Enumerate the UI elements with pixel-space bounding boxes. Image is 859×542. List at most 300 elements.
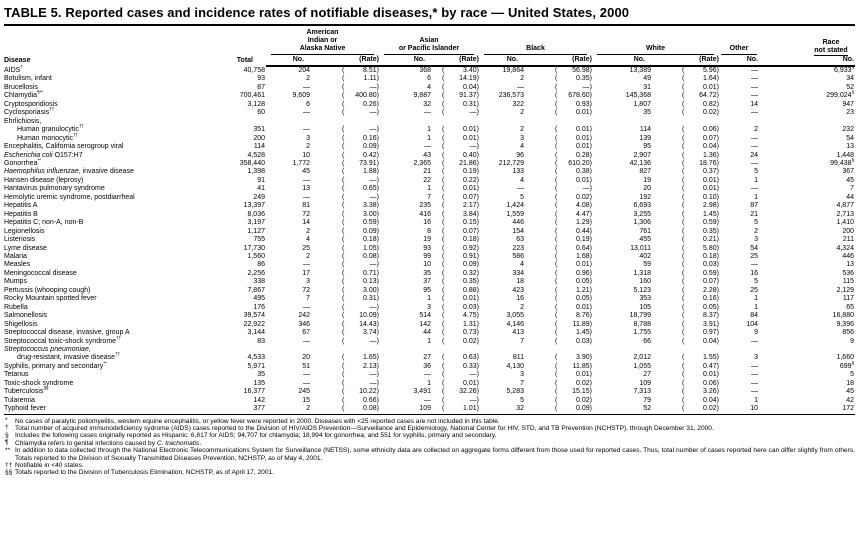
value-cell [432,346,479,354]
disease-cell: Human monocytic†† [17,133,78,142]
table-row [4,211,855,219]
value-cell: — [303,379,310,387]
value-cell: 1 [427,337,431,345]
value-cell: 7 [850,185,854,193]
col-header-ai-no: No. [266,55,311,66]
value-cell: — [303,176,310,184]
value-cell: ( —) [555,185,592,193]
value-cell: — [751,261,758,269]
value-cell: 21 [423,168,431,176]
value-cell: 3,491 [413,388,431,396]
value-cell: 96 [516,151,524,159]
value-cell: 204 [298,67,310,74]
value-cell: 14 [750,100,758,108]
value-cell: 9 [754,329,758,337]
value-cell: ( 3.74) [342,329,379,337]
value-cell: 1,127 [247,227,265,235]
value-cell: 22,922 [243,320,265,328]
value-cell: ( 0.40) [442,151,479,159]
value-cell: 83 [257,337,265,345]
value-cell: 20 [302,354,310,362]
value-cell: 18,799 [629,312,651,320]
value-cell: ( 0.59) [682,269,719,277]
value-cell: 1,559 [506,210,524,218]
value-cell [379,118,432,126]
value-cell: 1 [754,396,758,404]
value-cell: 3,255 [633,210,651,218]
value-cell: ( 0.01) [442,379,479,387]
value-cell: ( 3.84) [442,210,479,218]
footnote: ¶ Chlamydia refers to genital infections caused by C. trachomatis. [5,439,202,447]
value-cell: 7 [306,295,310,303]
value-cell: — [751,379,758,387]
value-cell: ( 0.92) [442,244,479,252]
disease-cell: Human granulocytic†† [17,124,84,134]
value-cell: 1 [427,126,431,134]
col-group-other: Other [719,29,759,55]
value-cell: 416 [419,210,431,218]
value-cell: 59 [643,261,651,269]
value-cell: 3,144 [247,329,265,337]
value-cell [759,118,855,126]
value-cell: 4 [427,83,431,91]
disease-cell: Rocky Mountain spotted fever [4,295,97,303]
value-cell: — [303,303,310,311]
table-row [4,143,855,151]
value-cell: 115 [842,278,854,286]
value-cell: 23 [846,109,854,117]
value-cell: 192 [639,193,651,201]
value-cell: ( 0.06) [682,379,719,387]
value-cell: 9 [850,337,854,345]
value-cell: 42,136 [629,159,651,167]
col-header-white-no: No. [592,55,652,66]
value-cell: 1,755 [633,329,651,337]
value-cell: 353 [639,295,651,303]
value-cell: ( 0.21) [682,236,719,244]
disease-cell: Hepatitis C; non-A, non-B [4,219,84,227]
value-cell [479,346,525,354]
value-cell: 2 [520,126,524,134]
value-cell: 211 [842,236,854,244]
disease-cell: Toxic-shock syndrome [4,379,74,387]
value-cell: ( 0.03) [555,337,592,345]
value-cell: ( 1.01) [432,405,479,414]
value-cell: 36 [423,362,431,370]
value-cell: ( 0.01) [555,176,592,184]
value-cell [233,346,266,354]
table-row [4,109,855,117]
table-row [4,194,855,202]
value-cell: 37 [423,278,431,286]
disease-cell: Escherichia coli O157:H7 [4,151,83,159]
disease-cell: Malaria [4,252,27,260]
value-cell: 5,283 [506,388,524,396]
value-cell: 5 [850,371,854,379]
value-cell: — [303,109,310,117]
value-cell: 2,907 [633,151,651,159]
value-cell: ( 10.22) [342,388,379,396]
value-cell: ( 0.59) [682,219,719,227]
value-cell: 99,438§ [830,158,854,167]
value-cell: — [751,67,758,74]
table-body [4,66,855,414]
value-cell: ( 0.63) [442,354,479,362]
table-row [4,405,855,414]
value-cell: 86 [257,261,265,269]
value-cell: ( 0.01) [682,176,719,184]
value-cell: 3 [306,134,310,142]
value-cell: 699§ [839,361,854,370]
table-row [4,397,855,405]
value-cell: ( 0.01) [442,134,479,142]
disease-cell: Syphilis, primary and secondary** [4,361,107,370]
value-cell: 2 [266,405,311,414]
value-cell: 5,971 [247,362,265,370]
value-cell: ( 0.71) [342,269,379,277]
table-row [4,295,855,303]
disease-cell: Rubella [4,303,28,311]
value-cell: 31 [643,83,651,91]
value-cell: ( —) [342,83,379,91]
value-cell: ( 2.13) [342,362,379,370]
table-row [4,160,855,168]
table-row [4,126,855,134]
value-cell: 142 [253,396,265,404]
value-cell: 235 [419,202,431,210]
value-cell: ( 0.33) [442,362,479,370]
value-cell: 60 [257,109,265,117]
value-cell: 322 [512,100,524,108]
value-cell: — [751,371,758,379]
value-cell: 4,324 [836,244,854,252]
value-cell: 1 [427,379,431,387]
col-group-race-not-stated: Race not stated [814,39,848,54]
value-cell [759,346,855,354]
value-cell [652,118,719,126]
value-cell: ( 0.22) [442,176,479,184]
value-cell: 536 [842,269,854,277]
value-cell: ( 1.05) [342,244,379,252]
value-cell: 24 [750,151,758,159]
col-header-disease: Disease [4,57,31,64]
value-cell: ( —) [342,109,379,117]
disease-cell: Streptococcal disease, invasive, group A [4,329,130,337]
value-cell: 22 [423,176,431,184]
value-cell: 367 [842,168,854,176]
table-row [4,228,855,236]
value-cell: ( 1.45) [555,329,592,337]
value-cell: ( 0.01) [442,185,479,193]
value-cell: 63 [516,236,524,244]
value-cell: 32 [479,405,525,414]
value-cell: 2 [306,227,310,235]
value-cell: ( 0.02) [652,405,719,414]
value-cell: ( 0.09) [442,261,479,269]
value-cell: 200 [842,227,854,235]
value-cell [592,118,652,126]
value-cell: 827 [639,168,651,176]
disease-cell: Encephalitis, California serogroup viral [4,143,124,151]
value-cell: 346 [298,320,310,328]
value-cell: 79 [643,396,651,404]
value-cell [592,346,652,354]
disease-cell: Listeriosis [4,236,36,244]
value-cell: ( 0.64) [555,244,592,252]
value-cell: ( 0.88) [442,286,479,294]
value-cell: ( 15.15) [555,388,592,396]
table-row [4,236,855,244]
value-cell: 7 [520,337,524,345]
value-cell: 1 [754,295,758,303]
value-cell: ( 2.17) [442,202,479,210]
value-cell: 402 [639,252,651,260]
col-group-asian-pacific-islander: Asian or Pacific Islander [379,29,479,55]
value-cell: 43 [423,151,431,159]
value-cell: 51 [302,362,310,370]
value-cell: 3 [754,236,758,244]
table-row [4,261,855,269]
value-cell: — [751,159,758,167]
value-cell: ( 0.09) [525,405,592,414]
value-cell: ( 0.59) [342,219,379,227]
value-cell: 2 [306,75,310,83]
value-cell: ( 0.01) [442,295,479,303]
table-header [4,29,855,66]
value-cell: 2,012 [633,354,651,362]
disease-cell: Hepatitis B [4,210,38,218]
value-cell: ( 0.47) [682,362,719,370]
disease-cell: Chlamydia¶** [4,91,43,100]
value-cell: ( 18.76) [682,159,719,167]
value-cell: 9,396 [836,320,854,328]
footnote: § Includes the following cases originally reported as Hispanic: 6,817 for AIDS; 94,707 for chlamydia; 18,994 for gonorrhea; and 551 for syphilis, primary and secondary. [5,431,497,440]
value-cell: 4,130 [506,362,524,370]
value-cell: 5 [754,278,758,286]
value-cell [525,346,592,354]
value-cell: 3 [520,134,524,142]
value-cell: ( 73.91) [342,159,379,167]
col-header-asian-no: No. [379,55,432,66]
value-cell: 21 [750,210,758,218]
value-cell: ( 0.66) [342,396,379,404]
value-cell: 13 [302,185,310,193]
value-cell: 145,368 [625,92,651,100]
value-cell: 6 [306,100,310,108]
value-cell: 39,574 [243,312,265,320]
value-cell: 232 [842,126,854,134]
value-cell: 45 [846,388,854,396]
value-cell: ( 14.43) [342,320,379,328]
footnote: †† Notifiable in <40 states. [5,461,84,470]
value-cell: ( 0.01) [682,83,719,91]
value-cell: ( 0.01) [555,126,592,134]
value-cell: 15 [302,396,310,404]
value-cell: 20 [643,185,651,193]
disease-cell: Typhoid fever [4,405,233,414]
value-cell: 3,197 [247,219,265,227]
footnote: §§ Totals reported to the Division of Tuberculosis Elimination, NCHSTP, as of April 17, 2001. [5,468,274,477]
value-cell: ( 0.35) [682,227,719,235]
value-cell: 142 [419,320,431,328]
value-cell: — [751,337,758,345]
value-cell: 5 [520,193,524,201]
value-cell: 114 [639,126,651,134]
value-cell: ( —) [342,193,379,201]
value-cell: 172 [759,405,855,414]
table-row [4,371,855,379]
table-row [4,135,855,143]
value-cell: 446 [512,219,524,227]
value-cell: 27 [643,371,651,379]
disease-cell: Legionellosis [4,227,45,235]
value-cell: 212,729 [498,159,524,167]
disease-cell: Measles [4,261,31,269]
value-cell: ( 2.98) [682,202,719,210]
value-cell: 446 [842,252,854,260]
value-cell: 6 [427,75,431,83]
value-cell: 25 [750,252,758,260]
value-cell: ( 0.01) [555,371,592,379]
value-cell: 4 [520,261,524,269]
value-cell: — [424,396,431,404]
table-row [4,363,855,371]
value-cell: 2 [754,227,758,235]
value-cell: — [751,185,758,193]
value-cell: 19 [423,236,431,244]
value-cell: 91 [257,176,265,184]
value-cell: 13,397 [243,202,265,210]
disease-cell: Lyme disease [4,244,47,252]
value-cell: ( 0.02) [442,337,479,345]
value-cell: 16 [423,219,431,227]
value-cell: ( 0.31) [342,295,379,303]
value-cell: 1,772 [292,159,310,167]
value-cell: 7 [427,193,431,201]
value-cell: ( 1.45) [682,210,719,218]
value-cell: ( 0.01) [555,303,592,311]
value-cell: 16 [516,295,524,303]
value-cell [311,346,379,354]
value-cell: ( 0.01) [555,143,592,151]
value-cell: 25 [750,286,758,294]
value-cell: — [751,83,758,91]
value-cell: ( —) [555,83,592,91]
value-cell: 10 [719,405,759,414]
value-cell: 2 [520,303,524,311]
disease-cell: Shigellosis [4,320,38,328]
value-cell [233,118,266,126]
value-cell: ( 0.28) [555,151,592,159]
col-group-american-indian-alaska-native: American Indian or Alaska Native [266,29,379,55]
value-cell: ( 610.20) [555,159,592,167]
value-cell: ( 0.16) [342,134,379,142]
value-cell: 45 [846,176,854,184]
value-cell: ( 0.04) [682,143,719,151]
col-header-black-rate: (Rate) [525,55,592,66]
value-cell: 18 [516,278,524,286]
value-cell [479,118,525,126]
value-cell: 133 [512,168,524,176]
col-group-white: White [592,29,719,55]
value-cell: 245 [298,388,310,396]
value-cell: ( 0.05) [682,303,719,311]
value-cell: 13,389 [629,67,651,74]
value-cell: ( 3.38) [342,202,379,210]
value-cell: ( 0.02) [555,379,592,387]
table-row [4,66,855,75]
disease-cell: Tetanus [4,371,29,379]
disease-cell: Hantavirus pulmonary syndrome [4,185,105,193]
table-row [4,321,855,329]
value-cell: 2 [306,252,310,260]
value-cell: 514 [419,312,431,320]
value-cell: ( 8.51) [342,67,379,74]
value-cell: ( 1.65) [342,354,379,362]
value-cell: ( 21.86) [442,159,479,167]
value-cell: 49 [643,75,651,83]
value-cell: ( 0.04) [442,83,479,91]
value-cell: 223 [512,244,524,252]
value-cell: ( 1.88) [342,168,379,176]
value-cell: 160 [639,278,651,286]
value-cell: ( 0.18) [682,252,719,260]
value-cell: 17 [302,269,310,277]
disease-cell: Mumps [4,278,27,286]
value-cell: 5 [754,219,758,227]
value-cell: ( —) [342,379,379,387]
value-cell [379,346,432,354]
value-cell: 45 [302,168,310,176]
value-cell: 65 [846,303,854,311]
value-cell: ( 1.21) [555,286,592,294]
value-cell: — [751,75,758,83]
value-cell: ( —) [442,109,479,117]
value-cell: ( —) [442,143,479,151]
value-cell: ( —) [342,176,379,184]
value-cell: ( 1.68) [555,252,592,260]
value-cell: 40,758 [243,67,265,74]
value-cell: ( 3.90) [555,354,592,362]
value-cell: 1 [427,295,431,303]
value-cell: ( 0.35) [555,75,592,83]
value-cell: 351 [253,126,265,134]
value-cell: 72 [302,210,310,218]
value-cell: 2,365 [413,159,431,167]
col-group-black: Black [479,29,592,55]
table-row [4,101,855,109]
value-cell: ( —) [442,396,479,404]
value-cell: ( 1.55) [682,354,719,362]
value-cell: ( 0.35) [442,278,479,286]
value-cell: 176 [253,303,265,311]
value-cell: 117 [842,295,854,303]
value-cell: 586 [512,252,524,260]
value-cell: 200 [253,134,265,142]
value-cell: ( 1.36) [682,151,719,159]
value-cell: ( 0.02) [555,193,592,201]
value-cell: 1 [427,185,431,193]
table-row [4,380,855,388]
footnotes [4,418,855,477]
value-cell: 249 [253,193,265,201]
value-cell: 299,024§ [826,91,854,100]
value-cell: 700,461 [239,92,265,100]
footnote: ** In addition to data collected through the National Electronic Telecommunications System for Surveillance (NETSS), some ethnicity data are collected on aggregate forms different from those used for reported cases. Thus, total number of cases reported here can differ slightly from others. Totals reported to the Division of Sexually Transmitted Diseases Prevention, NCHSTP, as of May 4, 2001. [5,446,855,462]
value-cell: ( 0.18) [442,236,479,244]
value-cell: 16,880 [832,312,854,320]
value-cell: 54 [846,134,854,142]
